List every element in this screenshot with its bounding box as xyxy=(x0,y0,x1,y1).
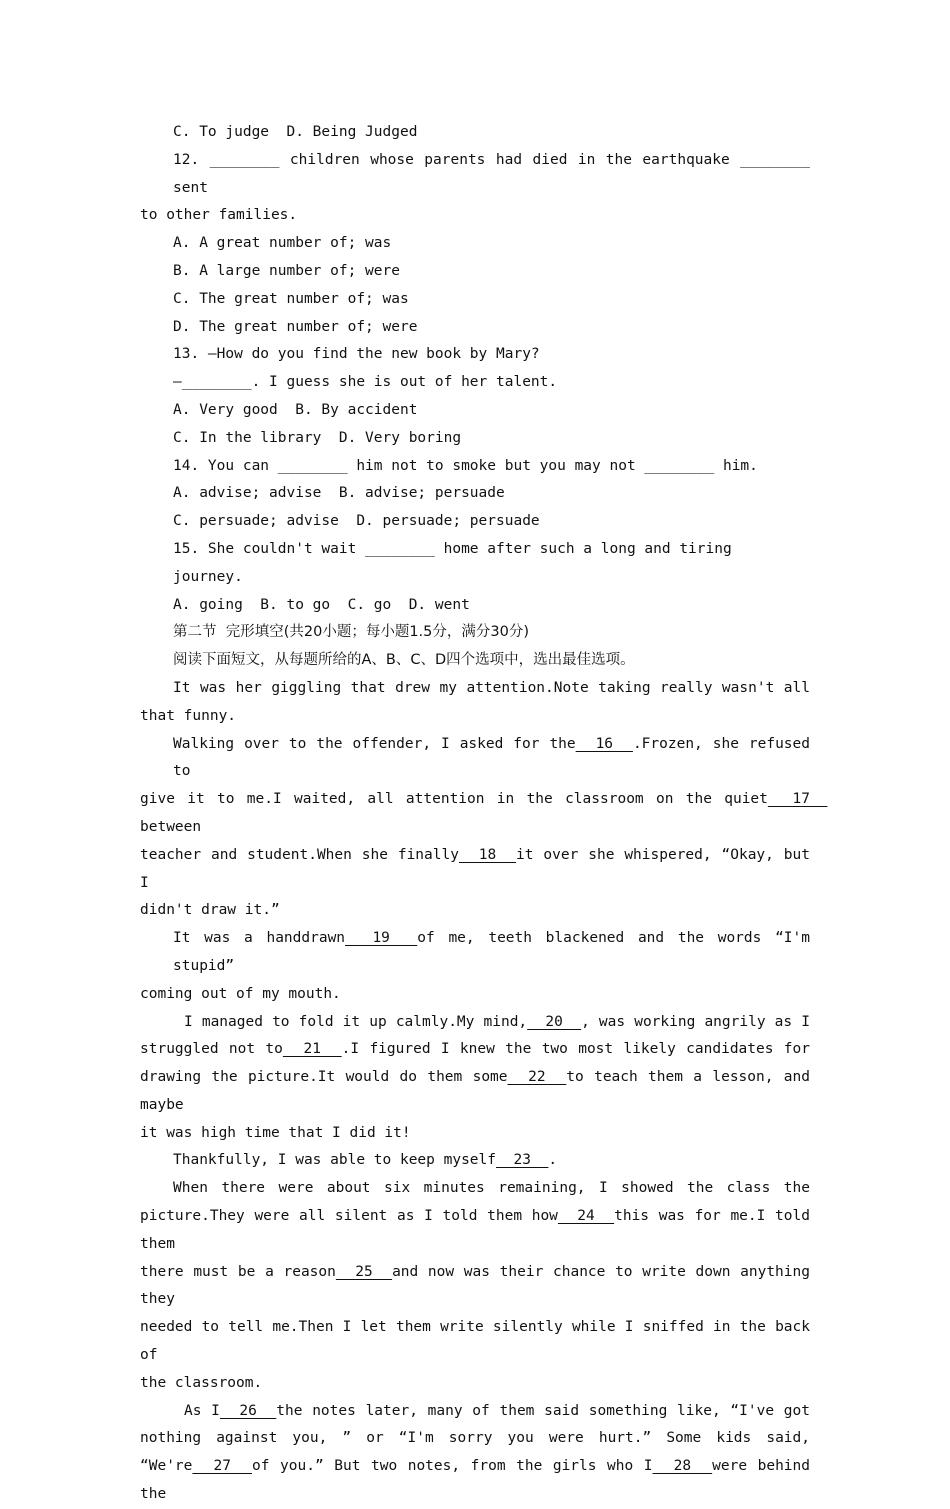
blank-21: 21 xyxy=(282,1041,342,1058)
section-heading: 第二节 完形填空(共20小题；每小题1.5分，满分30分) xyxy=(173,624,529,641)
passage-line: nothing against you, ” or “I'm sorry you were hurt.” Some kids said, xyxy=(140,1430,810,1447)
blank-22: 22 xyxy=(507,1069,567,1086)
passage-line: drawing the picture.It would do them some 22 to teach them a lesson, and maybe xyxy=(140,1069,819,1113)
blank-19: 19 xyxy=(345,930,418,947)
question-12-cont: to other families. xyxy=(140,207,298,224)
passage-line: Walking over to the offender, I asked for the 16 .Frozen, she refused to xyxy=(173,735,819,780)
passage-line: As I 26 the notes later, many of them said something like, “I've got xyxy=(184,1402,810,1419)
document-page xyxy=(140,119,828,1509)
option-line: A. going B. to go C. go D. went xyxy=(173,596,470,613)
passage-line: needed to tell me.Then I let them write silently while I sniffed in the back of xyxy=(140,1319,819,1364)
passage-line: there must be a reason 25 and now was their chance to write down anything they xyxy=(140,1263,819,1308)
blank-18: 18 xyxy=(458,846,517,863)
passage-line: give it to me.I waited, all attention in the classroom on the quiet 17 between xyxy=(140,791,828,835)
passage-line: picture.They were all silent as I told them how 24 this was for me.I told them xyxy=(140,1208,819,1252)
option-line: A. advise; advise B. advise; persuade xyxy=(173,485,505,502)
blank-28: 28 xyxy=(652,1458,713,1475)
blank-26: 26 xyxy=(219,1402,277,1419)
option-line: A. Very good B. By accident xyxy=(173,401,418,418)
option-line: B. A large number of; were xyxy=(173,262,400,279)
option-line: A. A great number of; was xyxy=(173,235,392,252)
question-15: 15. She couldn't wait ________ home after such a long and tiring journey. xyxy=(173,540,741,585)
option-line: C. To judge D. Being Judged xyxy=(173,124,418,140)
blank-27: 27 xyxy=(192,1458,253,1475)
question-14: 14. You can ________ him not to smoke but you may not ________ him. xyxy=(173,457,758,474)
blank-17: 17 xyxy=(767,791,828,808)
passage-line: “We're 27 of you.” But two notes, from the girls who I 28 were behind the xyxy=(140,1458,819,1503)
blank-25: 25 xyxy=(335,1263,393,1280)
option-line: D. The great number of; were xyxy=(173,318,418,335)
passage-line: When there were about six minutes remaining, I showed the class the xyxy=(173,1180,810,1197)
blank-16: 16 xyxy=(575,735,633,752)
question-12: 12. ________ children whose parents had died in the earthquake ________ sent xyxy=(173,151,819,196)
option-line: C. In the library D. Very boring xyxy=(173,429,462,446)
passage-line: teacher and student.When she finally 18 it over she whispered, “Okay, but I xyxy=(140,846,819,891)
passage-line: coming out of my mouth. xyxy=(140,985,341,1002)
passage-line: it was high time that I did it! xyxy=(140,1124,411,1141)
question-13-reply: —________. I guess she is out of her talent. xyxy=(173,374,558,391)
passage-line: I managed to fold it up calmly.My mind, 20 , was working angrily as I xyxy=(184,1013,810,1030)
option-line: C. The great number of; was xyxy=(173,290,409,307)
passage-line: It was a handdrawn 19 of me, teeth blackened and the words “I'm stupid” xyxy=(173,930,819,974)
passage-line: struggled not to 21 .I figured I knew the two most likely candidates for xyxy=(140,1041,810,1058)
passage-line: It was her giggling that drew my attention.Note taking really wasn't all xyxy=(173,679,810,696)
passage-line: didn't draw it.” xyxy=(140,902,280,919)
blank-23: 23 xyxy=(496,1152,549,1169)
passage-line: that funny. xyxy=(140,707,237,724)
passage-line: Thankfully, I was able to keep myself 23 . xyxy=(173,1152,558,1169)
blank-24: 24 xyxy=(557,1208,615,1225)
section-instruction: 阅读下面短文，从每题所给的A、B、C、D四个选项中，选出最佳选项。 xyxy=(173,652,635,669)
blank-20: 20 xyxy=(527,1013,582,1030)
question-13: 13. —How do you find the new book by Mary? xyxy=(173,346,540,363)
passage-line: the classroom. xyxy=(140,1374,263,1391)
option-line: C. persuade; advise D. persuade; persuade xyxy=(173,513,540,530)
